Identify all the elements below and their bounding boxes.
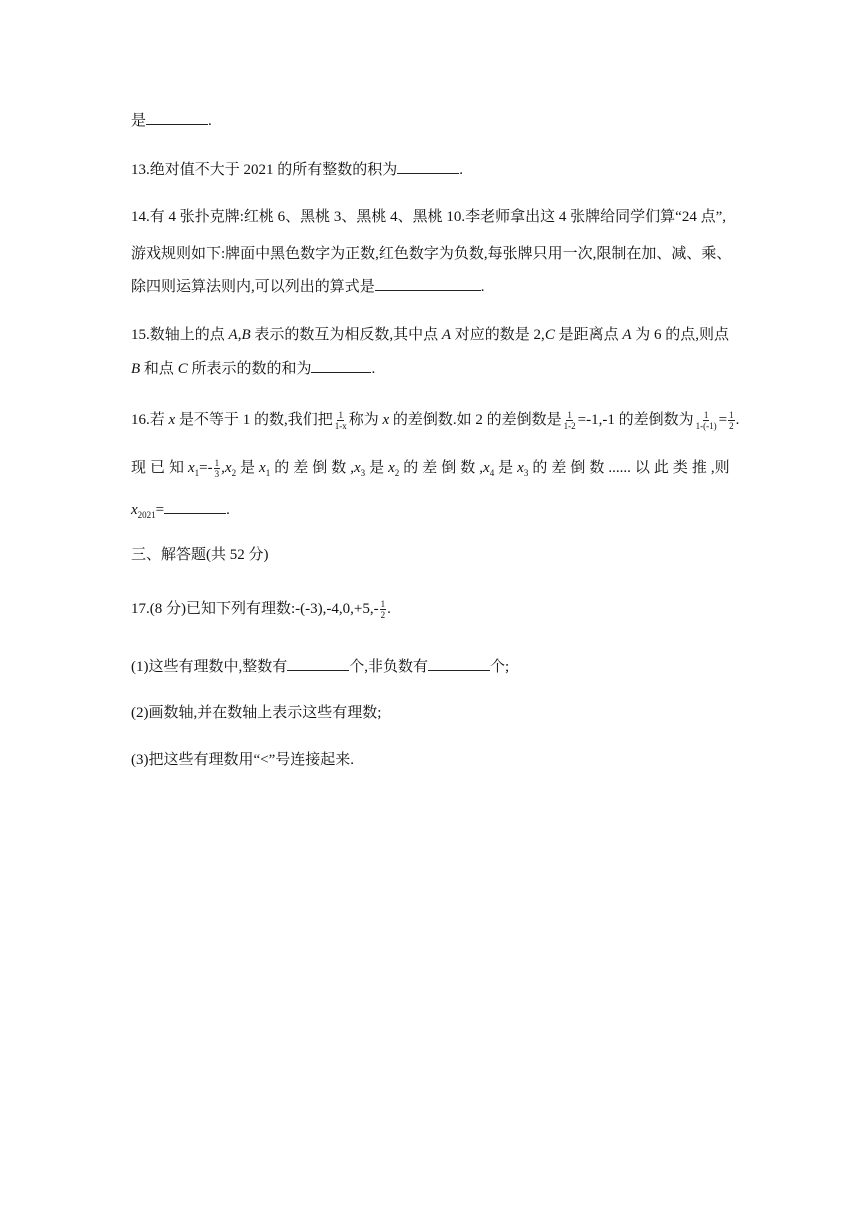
q17-part-3: (3)把这些有理数用“<”号连接起来.: [131, 752, 355, 768]
q16-word: 倒: [570, 460, 586, 476]
variable-x: x: [131, 502, 138, 518]
q12-line: [131, 110, 212, 131]
q16-word: 差: [293, 460, 309, 476]
q17-text: 17.(8 分)已知下列有理数:-(-3),-4,0,+5,-: [131, 601, 379, 617]
q12-text: 是: [131, 113, 147, 129]
fraction-1-over-1-minus-neg1: [695, 410, 718, 431]
point-c-label: C: [177, 361, 188, 377]
q15-text-f: 和点: [140, 361, 178, 377]
q16-word: 倒: [312, 460, 328, 476]
q16-word: 类: [672, 460, 688, 476]
q14-line-3: [131, 276, 485, 297]
x3-ref: $,x_3$: [350, 460, 366, 478]
integer-count-blank[interactable]: [287, 656, 349, 671]
fraction-denominator: 2: [380, 610, 386, 621]
x1-definition: $x_1=-$ $\frac{1}{3}$ $,x_2$: [188, 458, 237, 480]
q15-text-g: 所表示的数的和为: [187, 361, 312, 377]
fraction-1-over-2: [380, 599, 387, 620]
fraction-numerator: 1: [567, 410, 572, 421]
q16-word: ,则: [710, 460, 730, 476]
q15-text-b: 表示的数互为相反数,其中点: [250, 327, 442, 343]
q16-answer-blank[interactable]: [164, 499, 226, 514]
q12-end: .: [208, 113, 212, 129]
section-3-title: 三、解答题(共 52 分): [131, 547, 269, 563]
q13-line: [131, 159, 463, 180]
q16-word: 知: [169, 460, 185, 476]
q16-end: .: [226, 502, 230, 518]
fraction-numerator: 1: [338, 410, 343, 421]
q16-line-3: [131, 499, 230, 525]
q16-text-2: 是不等于 1 的数,我们把: [175, 412, 333, 428]
point-b-label: B: [131, 361, 141, 377]
q17-part-1-text-a: (1)这些有理数中,整数有: [131, 659, 288, 675]
q16-word: 已: [150, 460, 166, 476]
q16-line-2: [131, 458, 730, 483]
q16-ellipsis: ......: [608, 460, 631, 476]
q17-part-2: (2)画数轴,并在数轴上表示这些有理数;: [131, 705, 382, 721]
q14-line-2: 游戏规则如下:牌面中黑色数字为正数,红色数字为负数,每张牌只用一次,限制在加、减、乘、: [131, 246, 732, 262]
q12-answer-blank[interactable]: [146, 110, 208, 125]
variable-x: x: [382, 412, 390, 428]
point-c-label: C: [544, 327, 555, 343]
q14-answer-blank[interactable]: [375, 276, 481, 291]
fraction-1-over-1-minus-2: [563, 410, 577, 431]
fraction-denominator: 1-(-1): [695, 421, 717, 432]
nonnegative-count-blank[interactable]: [428, 656, 490, 671]
q16-word: 现: [131, 460, 147, 476]
q16-word: 差: [551, 460, 567, 476]
fraction-denominator: 1-x: [334, 421, 347, 432]
subscript-2021: 2021: [137, 510, 156, 520]
q16-word: 的: [532, 460, 548, 476]
q15-answer-blank[interactable]: [311, 358, 371, 373]
point-b-label: B: [241, 327, 251, 343]
q16-word: 是: [240, 460, 256, 476]
q15-text-a: 15.数轴上的点: [131, 327, 229, 343]
q17-end: .: [387, 601, 391, 617]
q16-word: 倒: [441, 460, 457, 476]
x3-ref-2: $x_3$: [517, 460, 529, 478]
q17-part-1-text-c: 个;: [490, 659, 510, 675]
subscript: 1: [194, 468, 200, 478]
q17-line-1: [131, 599, 391, 620]
x2-ref: $x_2$: [388, 460, 400, 478]
q14-line-1: 14.有 4 张扑克牌:红桃 6、黑桃 3、黑桃 4、黑桃 10.李老师拿出这 4 张牌给同学们算“24 点”,: [131, 209, 726, 225]
q16-word: 差: [422, 460, 438, 476]
q15-text-d: 是距离点: [554, 327, 623, 343]
fraction-1-over-2: [728, 410, 735, 431]
q17-part-1: [131, 656, 509, 677]
q16-word: 的: [274, 460, 290, 476]
x4-ref: $,x_4$: [479, 460, 495, 478]
variable-x: x: [168, 412, 176, 428]
q14-end: .: [480, 279, 485, 295]
fraction-1-over-1-minus-x: [334, 410, 348, 431]
q16-word: 的: [403, 460, 419, 476]
q16-word: 数: [589, 460, 605, 476]
q17-part-1-text-b: 个,非负数有: [349, 659, 429, 675]
q15-text-e: 为 6 的点,则点: [631, 327, 730, 343]
point-a-label: A: [622, 327, 632, 343]
q16-text-3: 称为: [348, 412, 383, 428]
q15-comma: ,: [237, 327, 242, 343]
equals-minus: =-: [199, 460, 213, 476]
q13-answer-blank[interactable]: [397, 159, 459, 174]
q16-text-4: 的差倒数.如 2 的差倒数是: [389, 412, 562, 428]
fraction-numerator: 1: [729, 410, 734, 421]
fraction-denominator: 2: [729, 421, 734, 432]
q16-word: 以: [634, 460, 650, 476]
q15-text-c: 对应的数是 2,: [451, 327, 545, 343]
q16-word: 是: [369, 460, 385, 476]
q16-equals: =: [718, 412, 728, 428]
q13-end: .: [459, 162, 464, 178]
q15-line-2: [131, 358, 375, 379]
q16-period: .: [735, 412, 740, 428]
q13-text: 13.绝对值不大于 2021 的所有整数的积为: [131, 162, 398, 178]
q16-word: 此: [653, 460, 669, 476]
q15-line-1: [131, 325, 729, 345]
point-a-label: A: [228, 327, 238, 343]
fraction-numerator: 1: [380, 599, 386, 610]
q16-line-1: [131, 410, 739, 431]
q16-text-1: 16.若: [131, 412, 169, 428]
q16-text-5: =-1,-1 的差倒数为: [577, 412, 694, 428]
q16-word: 是: [498, 460, 514, 476]
fraction-numerator: 1: [214, 458, 220, 469]
x1-ref: $x_1$: [259, 460, 271, 478]
q14-line-3-text: 除四则运算法则内,可以列出的算式是: [131, 279, 375, 295]
fraction-1-over-3: [214, 458, 221, 479]
q15-end: .: [371, 361, 376, 377]
q16-equals-2: =: [155, 502, 165, 518]
q16-word: 数: [331, 460, 347, 476]
point-a-label: A: [441, 327, 452, 343]
variable-x: x: [188, 460, 195, 476]
q16-word: 数: [460, 460, 476, 476]
fraction-numerator: 1: [703, 410, 709, 421]
fraction-denominator: 3: [214, 469, 220, 480]
q16-word: 推: [691, 460, 707, 476]
fraction-denominator: 1-2: [563, 421, 576, 432]
